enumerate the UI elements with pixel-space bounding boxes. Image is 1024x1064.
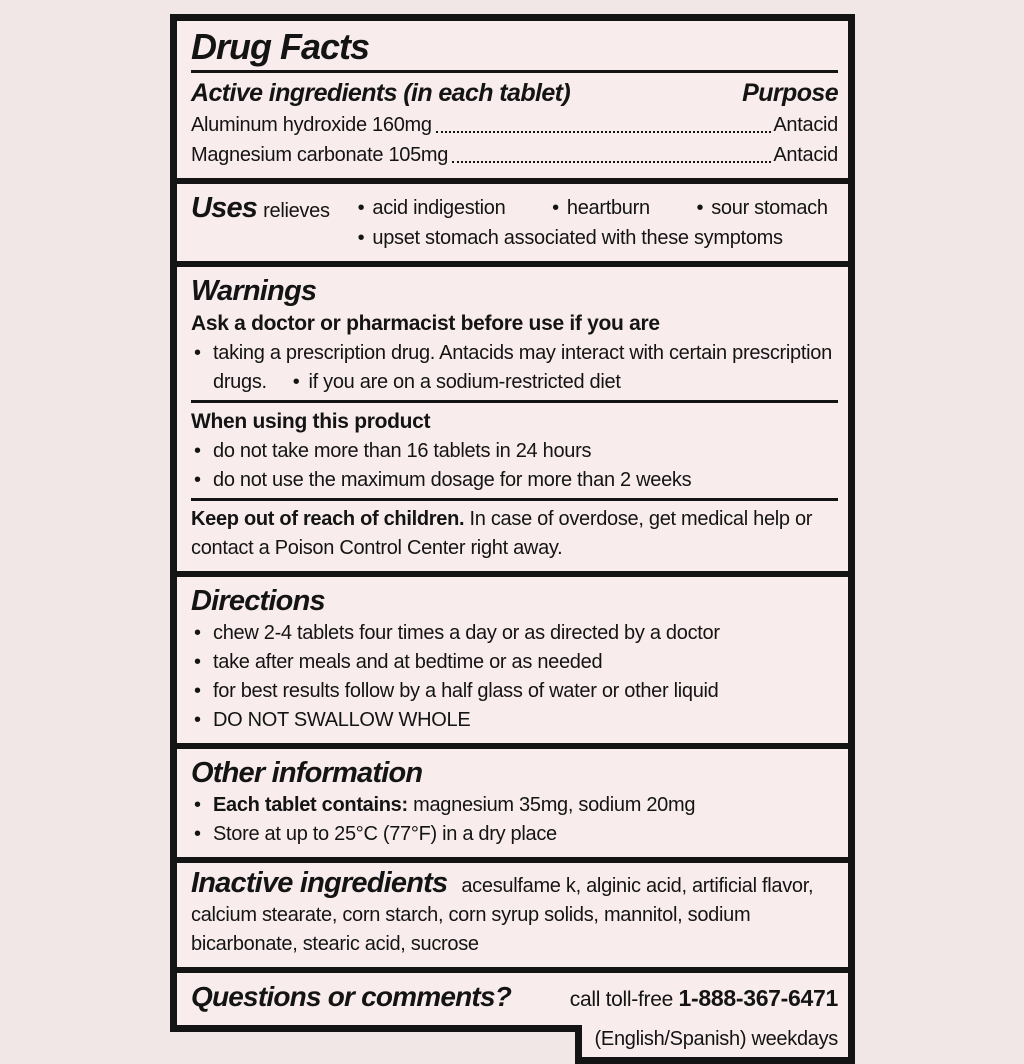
label-main-panel <box>170 14 855 1025</box>
inactive-ingredients-paragraph <box>191 869 838 959</box>
directions-heading: Directions <box>191 585 325 617</box>
warnings-when-bullet: • do not take more than 16 tablets in 24 hours <box>191 437 838 466</box>
directions-bullet: • DO NOT SWALLOW WHOLE <box>191 706 838 735</box>
section-directions <box>177 571 848 743</box>
uses-bullet: • heartburn <box>552 193 650 223</box>
title-rule <box>191 70 838 73</box>
ingredient-row <box>191 110 838 140</box>
warnings-heading: Warnings <box>191 275 317 307</box>
inactive-ingredients-text: acesulfame k, alginic acid, artificial flavor, calcium stearate, corn starch, corn syrup solids, mannitol, sodium bicarbonate, stearic acid, sucrose <box>191 875 814 955</box>
inactive-ingredients-heading: Inactive ingredients <box>191 867 448 899</box>
section-inactive-ingredients <box>177 857 848 967</box>
directions-bullet: • chew 2-4 tablets four times a day or as directed by a doctor <box>191 619 838 648</box>
warnings-ask-inline-bullet: • if you are on a sodium-restricted diet <box>293 371 621 393</box>
purpose-heading: Purpose <box>742 79 838 107</box>
warnings-ask-bullet-text: taking a prescription drug. Antacids may interact with certain prescription drugs. <box>213 342 832 393</box>
section-warnings <box>177 261 848 571</box>
active-ingredients-heading: Active ingredients (in each tablet) <box>191 79 571 107</box>
ingredient-name: Magnesium carbonate 105mg <box>191 144 449 166</box>
section-other-information <box>177 743 848 857</box>
other-info-bullet: • Store at up to 25°C (77°F) in a dry place <box>191 820 838 849</box>
dot-leader <box>452 161 771 163</box>
call-toll-free-text: call toll-free <box>569 988 679 1011</box>
uses-bullet: • sour stomach <box>697 193 828 223</box>
uses-bullet-list <box>358 190 838 253</box>
uses-heading <box>191 190 330 229</box>
label-bottom-edge <box>170 1025 855 1064</box>
dot-leader <box>436 131 772 133</box>
drug-facts-label <box>170 14 855 1064</box>
uses-title-text: Uses <box>191 192 258 224</box>
questions-heading: Questions or comments? <box>191 981 512 1012</box>
warnings-keep-paragraph <box>191 505 838 563</box>
ingredient-row <box>191 140 838 170</box>
section-questions <box>177 967 848 1025</box>
directions-bullet: • take after meals and at bedtime or as needed <box>191 648 838 677</box>
warnings-ask-bullet <box>191 339 838 397</box>
warnings-when-bullet: • do not use the maximum dosage for more than 2 weeks <box>191 466 838 495</box>
warnings-ask-heading: Ask a doctor or pharmacist before use if you are <box>191 312 660 335</box>
each-tablet-contains-bold: Each tablet contains: <box>213 794 408 816</box>
directions-bullet: • for best results follow by a half glass of water or other liquid <box>191 677 838 706</box>
uses-bullet: • upset stomach associated with these symptoms <box>358 227 783 249</box>
uses-bullet: • acid indigestion <box>358 193 506 223</box>
questions-call-text <box>570 985 838 1012</box>
section-header <box>177 21 848 178</box>
availability-extension-box <box>575 1025 855 1064</box>
keep-out-of-reach-text: In case of overdose, get medical help or contact a Poison Control Center right away. <box>191 508 813 559</box>
warnings-rule-1 <box>191 400 838 403</box>
keep-out-of-reach-bold: Keep out of reach of children. <box>191 508 465 530</box>
uses-subheading: relieves <box>263 200 330 222</box>
other-information-heading: Other information <box>191 757 423 789</box>
active-ingredients-heading-row <box>191 77 838 110</box>
ingredient-name: Aluminum hydroxide 160mg <box>191 114 432 136</box>
drug-facts-title: Drug Facts <box>191 26 370 67</box>
section-uses <box>177 178 848 261</box>
toll-free-phone-number: 1-888-367-6471 <box>678 985 838 1011</box>
ingredient-purpose: Antacid <box>773 114 838 136</box>
bottom-border-cap <box>170 1025 575 1032</box>
warnings-rule-2 <box>191 498 838 501</box>
ingredient-purpose: Antacid <box>773 144 838 166</box>
warnings-when-heading: When using this product <box>191 410 431 433</box>
availability-text: (English/Spanish) weekdays <box>594 1028 838 1050</box>
other-info-bullet <box>191 791 838 820</box>
each-tablet-contains-text: magnesium 35mg, sodium 20mg <box>407 794 696 816</box>
